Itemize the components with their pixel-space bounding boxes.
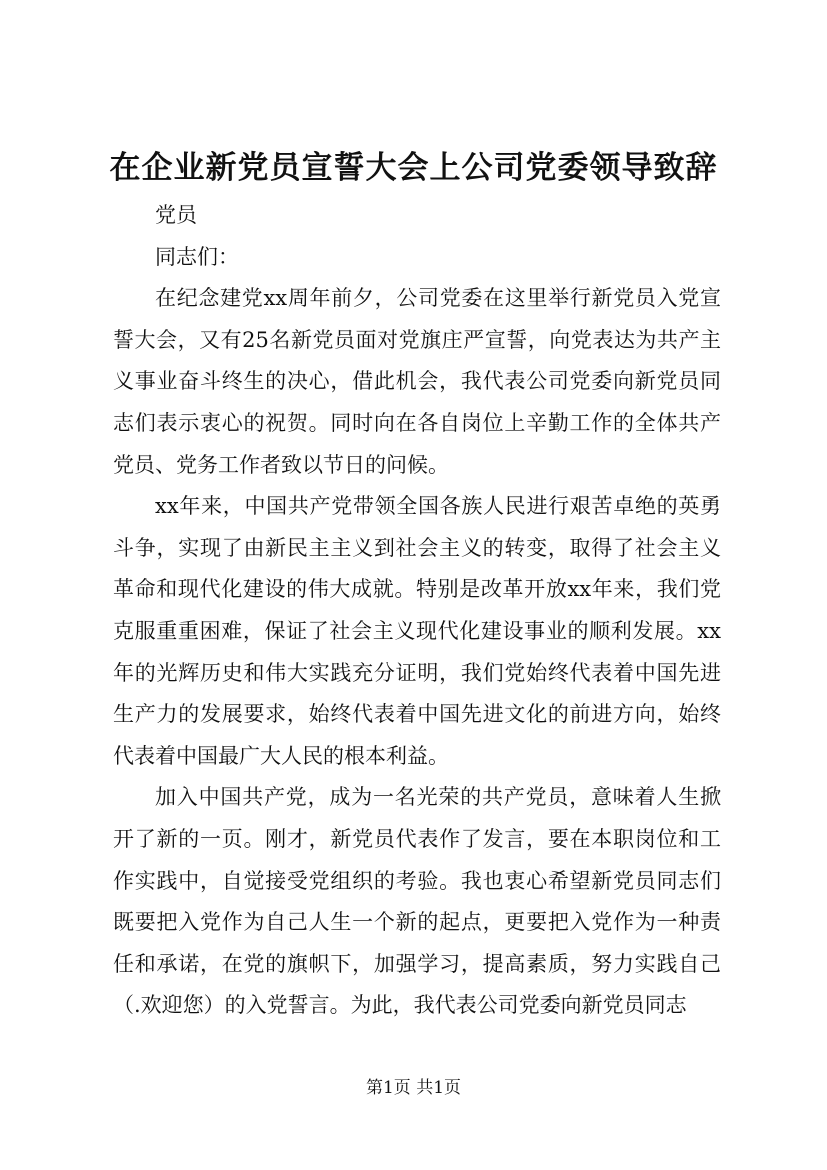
paragraph-1: 在纪念建党xx周年前夕，公司党委在这里举行新党员入党宣誓大会，又有25名新党员面对党旗庄严宣誓，向党表达为共产主义事业奋斗终生的决心，借此机会，我代表公司党委向新党员同志们表示衷心的祝贺。同时向在各自岗位上辛勤工作的全体共产党员、党务工作者致以节日的问候。 xyxy=(113,286,721,477)
category-label: 党员 xyxy=(155,203,197,227)
document-body xyxy=(113,195,721,1027)
page-footer: 第1页 共1页 xyxy=(365,1078,462,1098)
salutation: 同志们： xyxy=(155,244,239,269)
paragraph-2: xx年来，中国共产党带领全国各族人民进行艰苦卓绝的英勇斗争，实现了由新民主主义到社会主义的转变，取得了社会主义革命和现代化建设的伟大成就。特别是改革开放xx年来，我们党克服重重困难，保证了社会主义现代化建设事业的顺利发展。xx年的光辉历史和伟大实践充分证明，我们党始终代表着中国先进生产力的发展要求，始终代表着中国先进文化的前进方向，始终代表着中国最广大人民的根本利益。 xyxy=(113,494,721,768)
document-title: 在企业新党员宣誓大会上公司党委领导致辞 xyxy=(109,150,718,186)
paragraph-3: 加入中国共产党，成为一名光荣的共产党员，意味着人生掀开了新的一页。刚才，新党员代表作了发言，要在本职岗位和工作实践中，自觉接受党组织的考验。我也衷心希望新党员同志们既要把入党作为自己人生一个新的起点，更要把入党作为一种责任和承诺，在党的旗帜下，加强学习，提高素质，努力实践自己（.欢迎您）的入党誓言。为此，我代表公司党委向新党员同志 xyxy=(113,785,721,1018)
